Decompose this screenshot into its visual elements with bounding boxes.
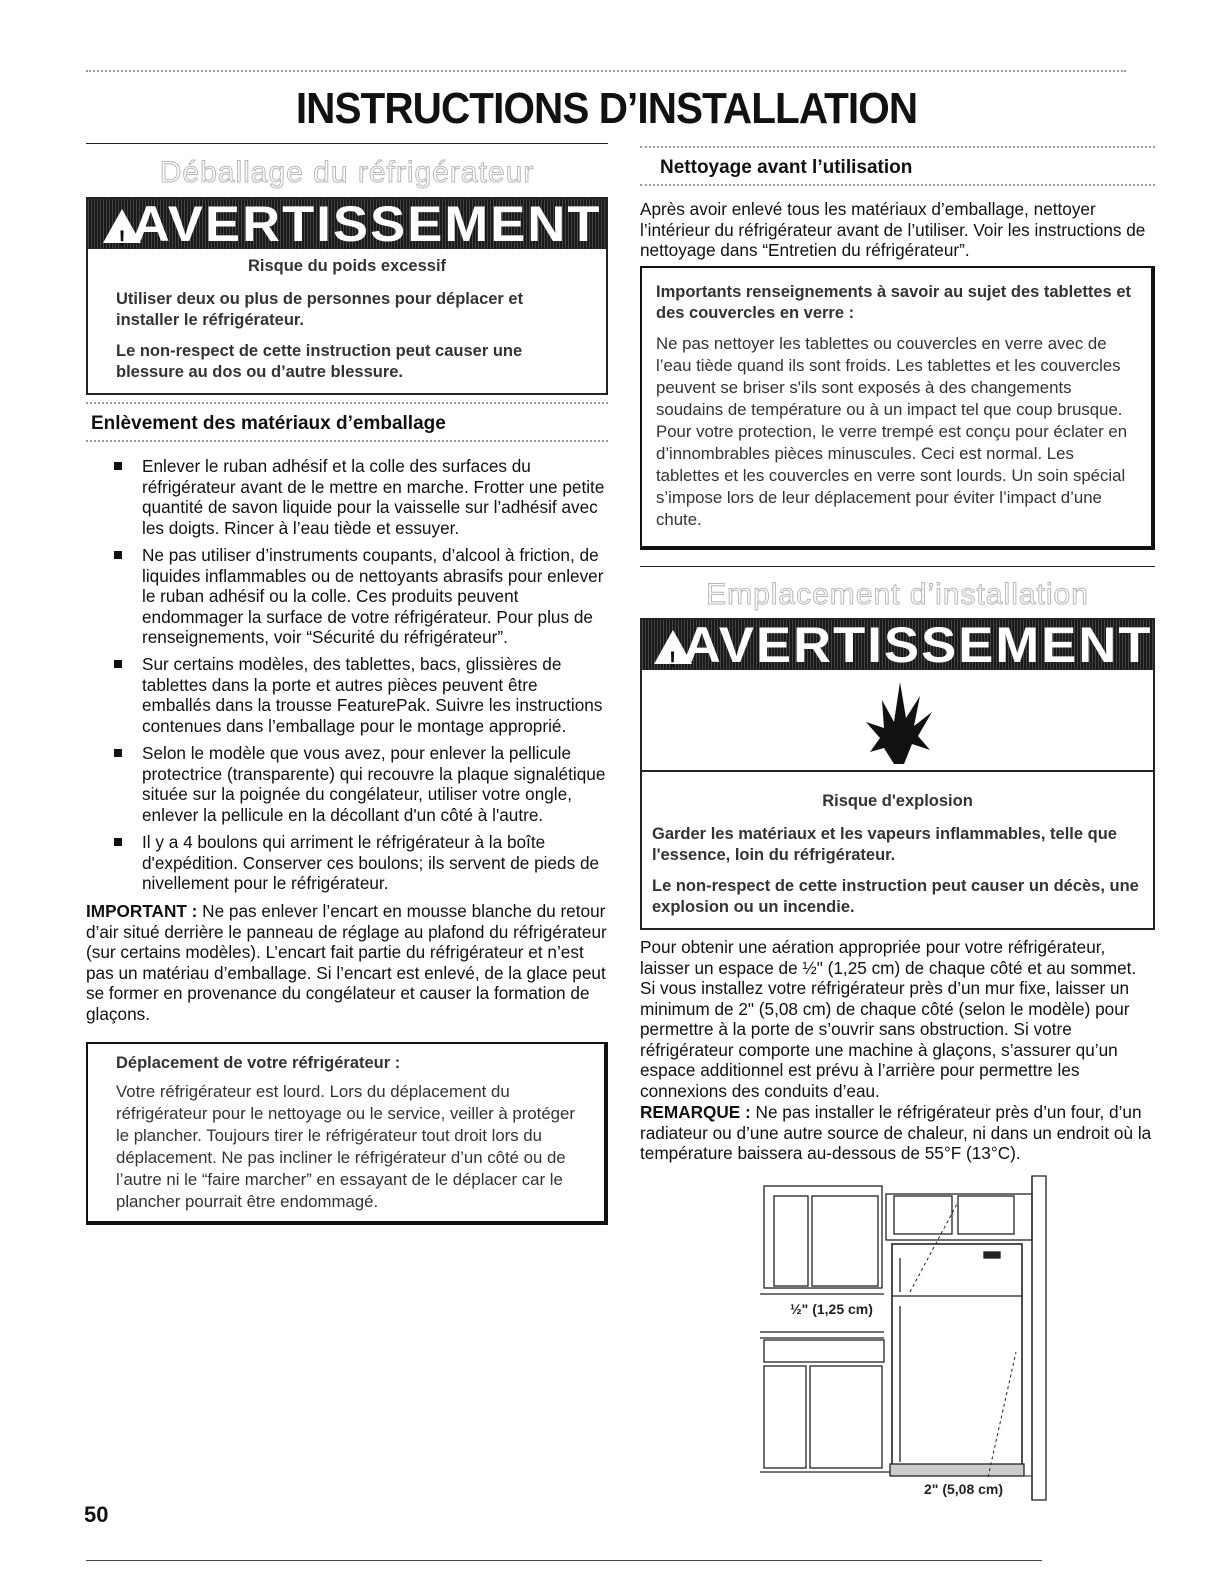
explosion-warning-box bbox=[640, 618, 1155, 930]
list-item: Ne pas utiliser d’instruments coupants, d’alcool à friction, de liquides inflammables ou de nettoyants abrasifs pour enlever le ruban adhésif ou la colle. Ces produits peuvent endommager la surface de votre réfrigérateur. Pour plus de renseignements, voir “Sécurité du réfrigérateur”. bbox=[114, 545, 608, 648]
divider bbox=[640, 146, 1155, 148]
bullet-icon bbox=[114, 838, 122, 846]
moving-refrigerator-box bbox=[86, 1042, 608, 1225]
divider bbox=[86, 440, 608, 442]
list-item: Enlever le ruban adhésif et la colle des surfaces du réfrigérateur avant de le mettre en marche. Frotter une petite quantité de savon liquide pour la vaisselle sur l’adhésif avec les doigts. Rincer à l’eau tiède et essuyer. bbox=[114, 456, 608, 538]
left-section-title: Déballage du réfrigérateur bbox=[159, 156, 535, 189]
remarque-text: Ne pas installer le réfrigérateur près d’un four, d’un radiateur ou d’une autre source de chaleur, ni dans un endroit où la température baissera au-dessous de 55°F (13°C). bbox=[640, 1102, 1152, 1163]
page-title: INSTRUCTIONS D’INSTALLATION bbox=[295, 84, 918, 133]
glass-box-text: Ne pas nettoyer les tablettes ou couvercles en verre avec de l’eau tiède quand ils sont froids. Les tablettes et les couvercles peuvent se briser s'ils sont exposés à des changements soudains de température ou à un impact tel que coup brusque. Pour votre protection, le verre trempé est conçu pour éclater en d’innombrables pièces minuscules. Ceci est normal. Les tablettes et les couvercles en verre sont lourds. Un soin spécial s’impose lors de leur déplacement pour éviter l’impact d’une chute. bbox=[656, 334, 1128, 529]
warning-instruction: Utiliser deux ou plus de personnes pour déplacer et installer le réfrigérateur. bbox=[116, 290, 524, 329]
clearance-figure bbox=[760, 1172, 1050, 1502]
warning-triangle-icon: ! bbox=[654, 630, 692, 664]
moving-box-text: Votre réfrigérateur est lourd. Lors du déplacement du réfrigérateur pour le nettoyage ou le service, veiller à protéger le plancher. Toujours tirer le réfrigérateur tout droit lors du déplacement. Ne pas incliner le réfrigérateur d’un côté ou de l’autre ni le “faire marcher” en essayant de le déplacer car le plancher pourrait être endommagé. bbox=[116, 1082, 575, 1211]
warning-consequence: Le non-respect de cette instruction peut causer un décès, une explosion ou un incendie. bbox=[652, 877, 1139, 916]
list-item: Sur certains modèles, des tablettes, bacs, glissières de tablettes dans la porte et autres pièces peuvent être emballés dans la trousse FeaturePak. Suivre les instructions contenues dans l’emballage pour le montage approprié. bbox=[114, 654, 608, 736]
page-number: 50 bbox=[84, 1502, 109, 1527]
bullet-icon bbox=[114, 749, 122, 757]
explosion-icon bbox=[864, 678, 934, 766]
bullet-icon bbox=[114, 462, 122, 470]
bullet-icon bbox=[114, 660, 122, 668]
location-text: Pour obtenir une aération appropriée pour votre réfrigérateur, laisser un espace de ½" (1,25 cm) de chaque côté et au sommet. Si vous installez votre réfrigérateur près d’un mur fixe, laisser un minimum de 2" (5,08 cm) de chaque côté (selon le modèle) pour permettre à la porte de s’ouvrir sans obstruction. Si votre réfrigérateur comporte une machine à glaçons, s’assurer qu’un espace additionnel est prévu à l’arrière pour permettre les connexions des conduits d’eau. bbox=[640, 937, 1137, 1101]
bottom-rule bbox=[86, 1560, 1042, 1561]
right-section-title: Emplacement d’installation bbox=[706, 578, 1089, 611]
top-clearance-label: ½" (1,25 cm) bbox=[790, 1301, 873, 1317]
important-text: Ne pas enlever l’encart en mousse blanche du retour d’air situé derrière le panneau de réglage au plafond du réfrigérateur (sur certains modèles). L’encart fait partie du réfrigérateur et n’est pas un matériau d’emballage. Si l’encart est enlevé, de la glace peut se former en provenance du congélateur et causer la formation de glaçons. bbox=[86, 901, 607, 1024]
warning-instruction: Garder les matériaux et les vapeurs inflammables, telle que l'essence, loin du réfrigérateur. bbox=[652, 825, 1117, 864]
packing-materials-heading: Enlèvement des matériaux d’emballage bbox=[91, 413, 446, 434]
warning-banner: ! AVERTISSEMENT bbox=[642, 620, 1153, 670]
divider bbox=[86, 402, 608, 404]
list-item: Il y a 4 boulons qui arriment le réfrigérateur à la boîte d'expédition. Conserver ces boulons; ils servent de pieds de nivellement pour le réfrigérateur. bbox=[114, 832, 608, 894]
warning-triangle-icon: ! bbox=[103, 209, 141, 243]
remarque-note bbox=[640, 1102, 1155, 1164]
left-title-rule bbox=[86, 143, 608, 144]
divider bbox=[640, 184, 1155, 186]
remarque-label: REMARQUE : bbox=[640, 1102, 751, 1122]
cleaning-text: Après avoir enlevé tous les matériaux d’emballage, nettoyer l’intérieur du réfrigérateur avant de l’utiliser. Voir les instructions de nettoyage dans “Entretien du réfrigérateur”. bbox=[640, 199, 1146, 260]
warning-divider bbox=[642, 770, 1153, 772]
side-clearance-label: 2" (5,08 cm) bbox=[924, 1481, 1004, 1497]
hazard-title: Risque du poids excessif bbox=[247, 257, 447, 275]
list-item: Selon le modèle que vous avez, pour enlever la pellicule protectrice (transparente) qui recouvre la plaque signalétique située sur la poignée du congélateur, utiliser votre ongle, enlever la pellicule en la décollant d'un côté à l'autre. bbox=[114, 743, 608, 825]
bullet-icon bbox=[114, 551, 122, 559]
glass-box-heading: Importants renseignements à savoir au sujet des tablettes et des couvercles en verre : bbox=[656, 283, 1131, 322]
cleaning-heading: Nettoyage avant l’utilisation bbox=[660, 157, 913, 178]
top-border bbox=[86, 70, 1126, 72]
moving-box-heading: Déplacement de votre réfrigérateur : bbox=[116, 1054, 401, 1072]
important-label: IMPORTANT : bbox=[86, 901, 198, 921]
right-title-rule bbox=[640, 566, 1155, 567]
warning-consequence: Le non-respect de cette instruction peut causer une blessure au dos ou d’autre blessure. bbox=[116, 342, 523, 381]
glass-shelves-box bbox=[640, 266, 1155, 550]
hazard-title: Risque d'explosion bbox=[822, 792, 973, 810]
weight-warning-box bbox=[86, 197, 608, 395]
warning-banner: ! AVERTISSEMENT bbox=[88, 199, 606, 249]
important-note bbox=[86, 901, 608, 1024]
